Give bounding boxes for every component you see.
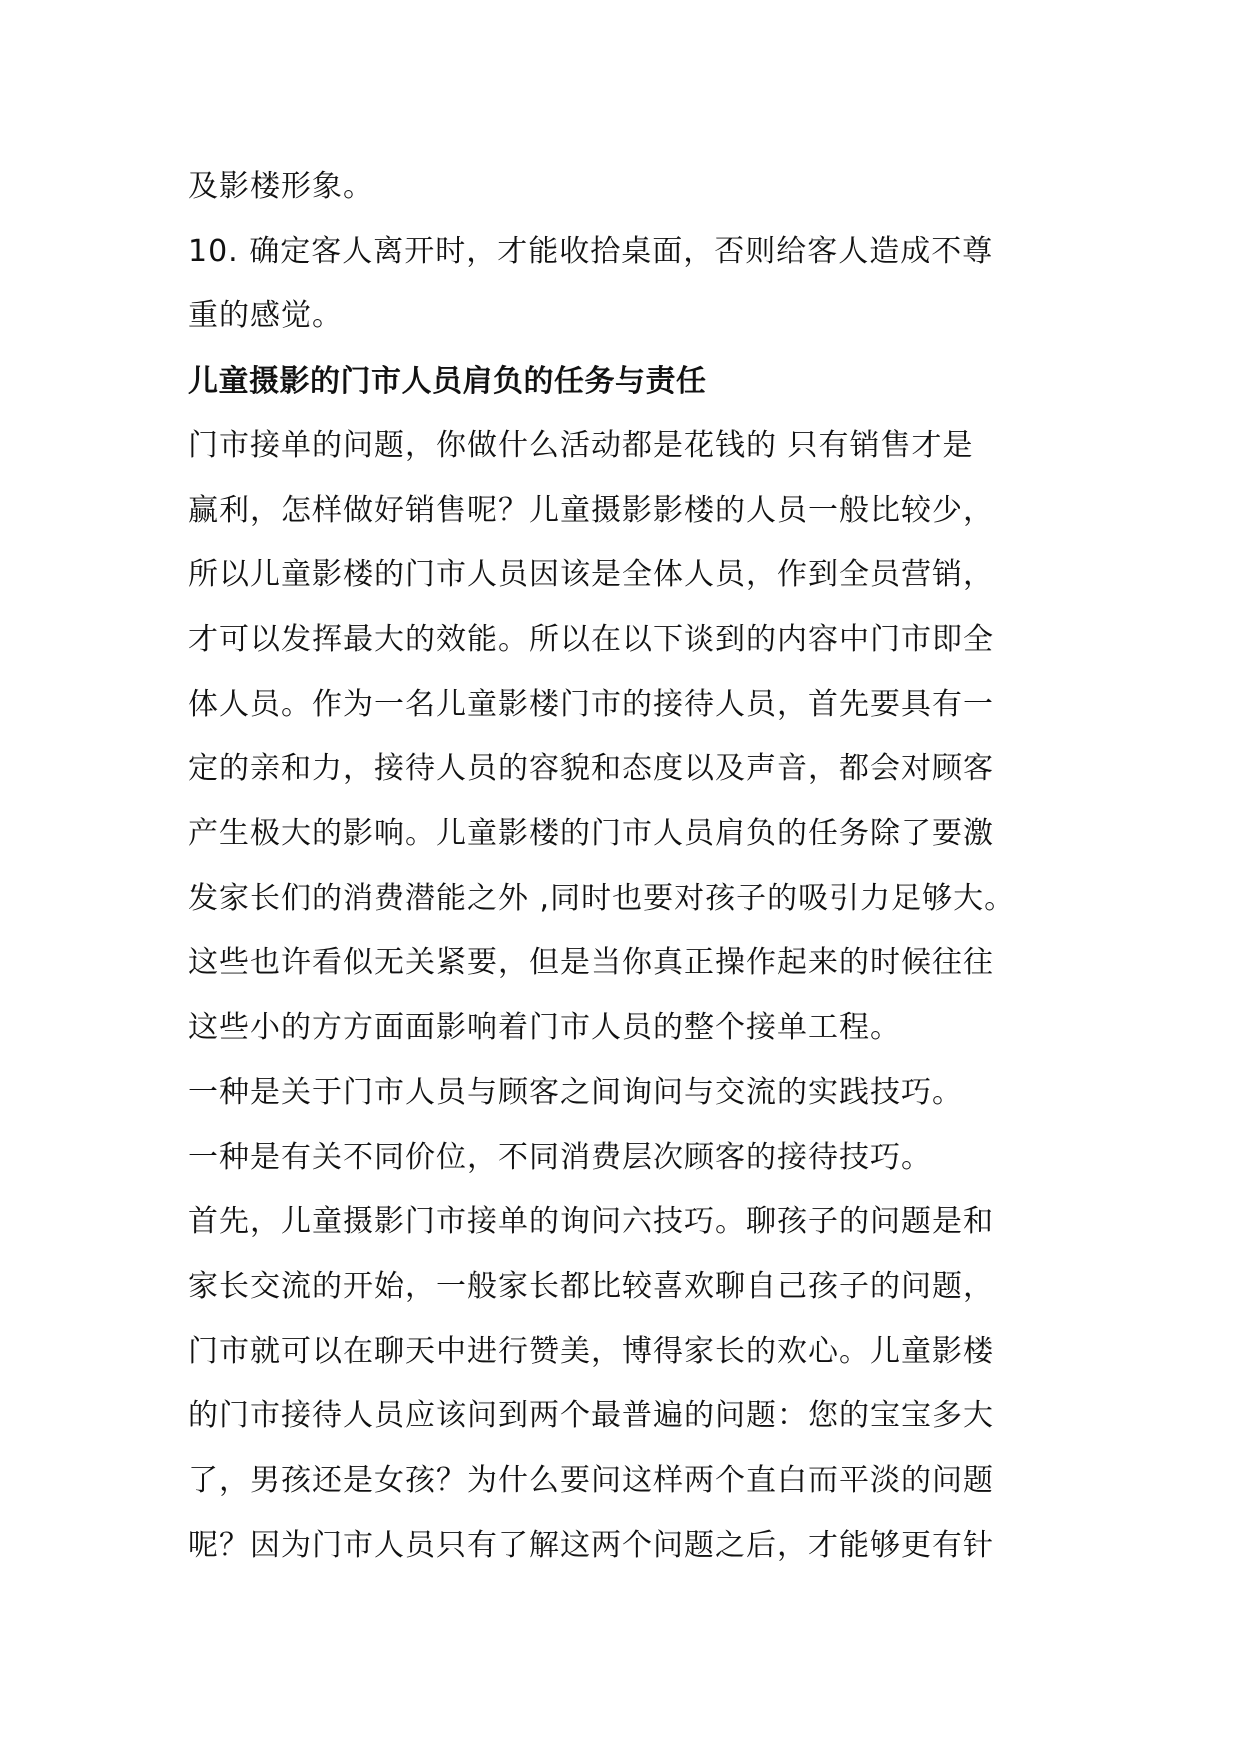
text-line: 定的亲和力，接待人员的容貌和态度以及声音，都会对顾客 bbox=[188, 751, 994, 786]
text-line: 了，男孩还是女孩？为什么要问这样两个直白而平淡的问题 bbox=[188, 1463, 994, 1498]
text-line: 家长交流的开始，一般家长都比较喜欢聊自己孩子的问题， bbox=[188, 1269, 994, 1304]
text-line: 产生极大的影响。儿童影楼的门市人员肩负的任务除了要激 bbox=[188, 816, 994, 851]
text-line: 体人员。作为一名儿童影楼门市的接待人员，首先要具有一 bbox=[188, 687, 994, 722]
text-line: 这些也许看似无关紧要，但是当你真正操作起来的时候往往 bbox=[188, 945, 994, 980]
text-line: 门市接单的问题，你做什么活动都是花钱的 只有销售才是 bbox=[188, 428, 974, 463]
text-line: 呢？因为门市人员只有了解这两个问题之后，才能够更有针 bbox=[188, 1528, 994, 1563]
text-line: 的门市接待人员应该问到两个最普遍的问题：您的宝宝多大 bbox=[188, 1398, 994, 1433]
text-line: 这些小的方方面面影响着门市人员的整个接单工程。 bbox=[188, 1010, 901, 1045]
text-line: 所以儿童影楼的门市人员因该是全体人员，作到全员营销， bbox=[188, 557, 994, 592]
text-line: 才可以发挥最大的效能。所以在以下谈到的内容中门市即全 bbox=[188, 622, 994, 657]
text-line: 10. 确定客人离开时，才能收拾桌面，否则给客人造成不尊 bbox=[188, 234, 994, 269]
text-line: 及影楼形象。 bbox=[188, 169, 374, 204]
text-line: 一种是关于门市人员与顾客之间询问与交流的实践技巧。 bbox=[188, 1075, 963, 1110]
section-heading: 儿童摄影的门市人员肩负的任务与责任 bbox=[188, 364, 707, 399]
text-line: 重的感觉。 bbox=[188, 298, 343, 333]
text-line: 首先，儿童摄影门市接单的询问六技巧。聊孩子的问题是和 bbox=[188, 1204, 994, 1239]
text-line: 发家长们的消费潜能之外 ,同时也要对孩子的吸引力足够大。 bbox=[188, 881, 1016, 916]
text-line: 赢利，怎样做好销售呢？儿童摄影影楼的人员一般比较少， bbox=[188, 493, 994, 528]
text-line: 门市就可以在聊天中进行赞美，博得家长的欢心。儿童影楼 bbox=[188, 1334, 994, 1369]
text-line: 一种是有关不同价位，不同消费层次顾客的接待技巧。 bbox=[188, 1140, 932, 1175]
